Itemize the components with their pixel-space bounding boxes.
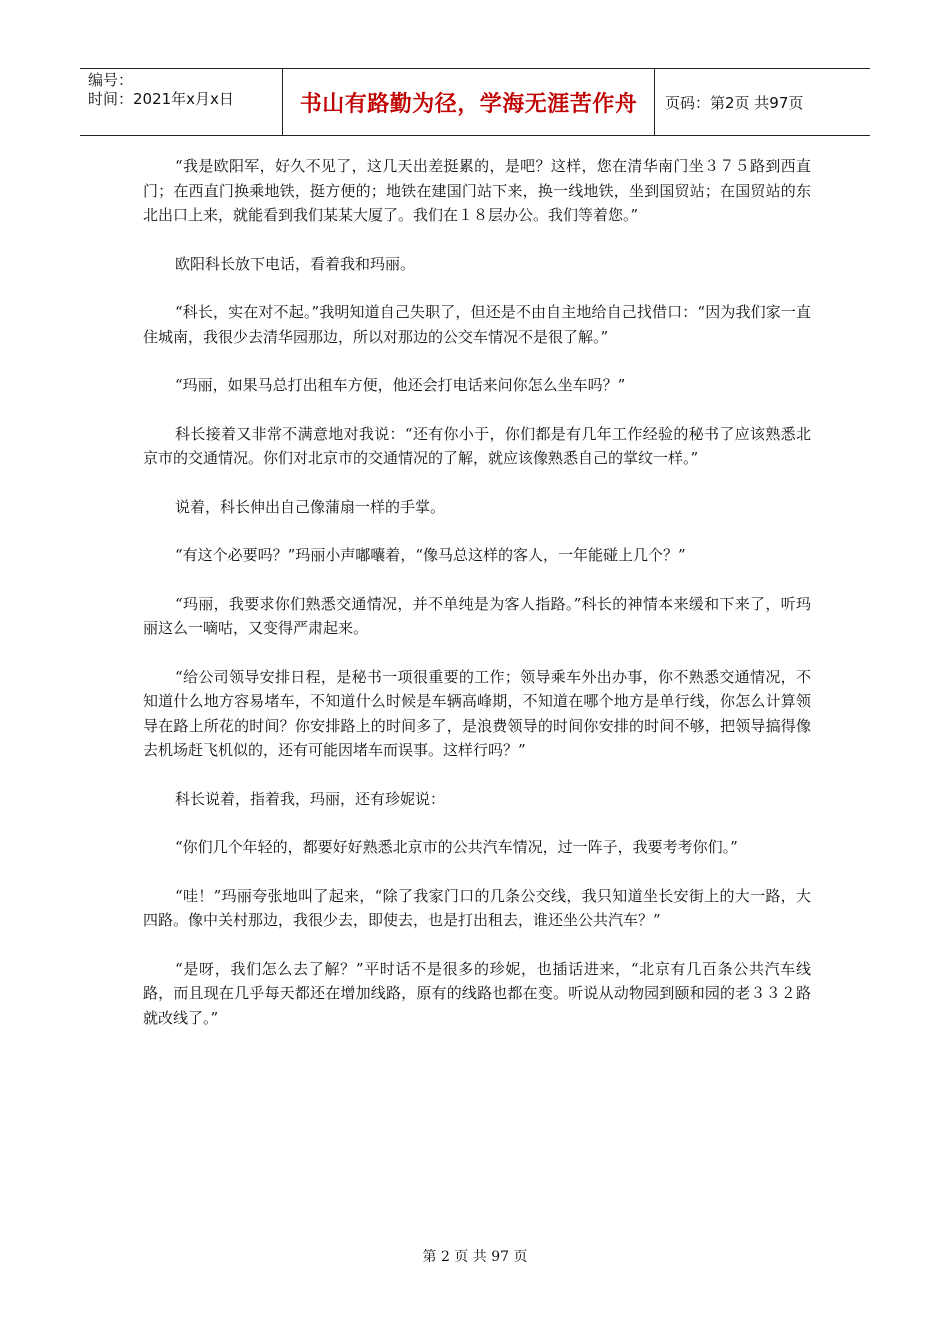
paragraph: “你们几个年轻的，都要好好熟悉北京市的公共汽车情况，过一阵子，我要考考你们。” — [175, 838, 738, 856]
paragraph: “有这个必要吗？”玛丽小声嘟囔着，“像马总这样的客人，一年能碰上几个？” — [175, 546, 686, 564]
page-footer: 第 2 页 共 97 页 — [422, 1249, 528, 1265]
paragraph: 欧阳科长放下电话，看着我和玛丽。 — [175, 254, 416, 273]
header-meta — [80, 69, 283, 135]
document-body — [143, 154, 811, 1054]
paragraph: “玛丽，如果马总打出租车方便，他还会打电话来问你怎么坐车吗？” — [175, 376, 626, 394]
page-header — [80, 68, 870, 136]
paragraph: 说着，科长伸出自己像蒲扇一样的手掌。 — [175, 497, 446, 516]
paragraph: 科长说着，指着我，玛丽，还有珍妮说： — [175, 789, 446, 808]
paragraph: “我是欧阳军，好久不见了，这几天出差挺累的，是吧？这样，您在清华南门坐３７５路到西直门；在西直门换乘地铁，挺方便的；地铁在建国门站下来，换一线地铁，坐到国贸站；在国贸站的东北出口上来，就能看到我们某某大厦了。我们在１８层办公。我们等着您。” — [143, 157, 811, 224]
header-motto: 书山有路勤为径，学海无涯苦作舟 — [283, 69, 655, 135]
header-page-label: 页码：第2页 共97页 — [665, 93, 804, 112]
time-label: 时间：2021年x月x日 — [88, 90, 234, 108]
paragraph: “是呀，我们怎么去了解？”平时话不是很多的珍妮，也插话进来，“北京有几百条公共汽车线路，而且现在几乎每天都还在增加线路，原有的线路也都在变。听说从动物园到颐和园的老３３２路就改线了。” — [143, 959, 811, 1027]
paragraph: “哇！”玛丽夸张地叫了起来，“除了我家门口的几条公交线，我只知道坐长安街上的大一路，大四路。像中关村那边，我很少去，即使去，也是打出租去，谁还坐公共汽车？” — [143, 886, 811, 929]
paragraph: “玛丽，我要求你们熟悉交通情况，并不单纯是为客人指路。”科长的神情本来缓和下来了，听玛丽这么一嘀咕，又变得严肃起来。 — [143, 594, 811, 637]
number-label: 编号： — [88, 71, 134, 89]
paragraph: 科长接着又非常不满意地对我说：“还有你小于，你们都是有几年工作经验的秘书了应该熟悉北京市的交通情况。你们对北京市的交通情况的了解，就应该像熟悉自己的掌纹一样。” — [143, 424, 811, 467]
paragraph: “科长，实在对不起。”我明知道自己失职了，但还是不由自主地给自己找借口：“因为我们家一直住城南，我很少去清华园那边，所以对那边的公交车情况不是很了解。” — [143, 303, 811, 346]
paragraph: “给公司领导安排日程，是秘书一项很重要的工作；领导乘车外出办事，你不熟悉交通情况，不知道什么地方容易堵车，不知道什么时候是车辆高峰期，不知道在哪个地方是单行线，你怎么计算领导在路上所花的时间？你安排路上的时间多了，是浪费领导的时间你安排的时间不够，把领导搞得像去机场赶飞机似的，还有可能因堵车而误事。这样行吗？” — [143, 667, 811, 759]
